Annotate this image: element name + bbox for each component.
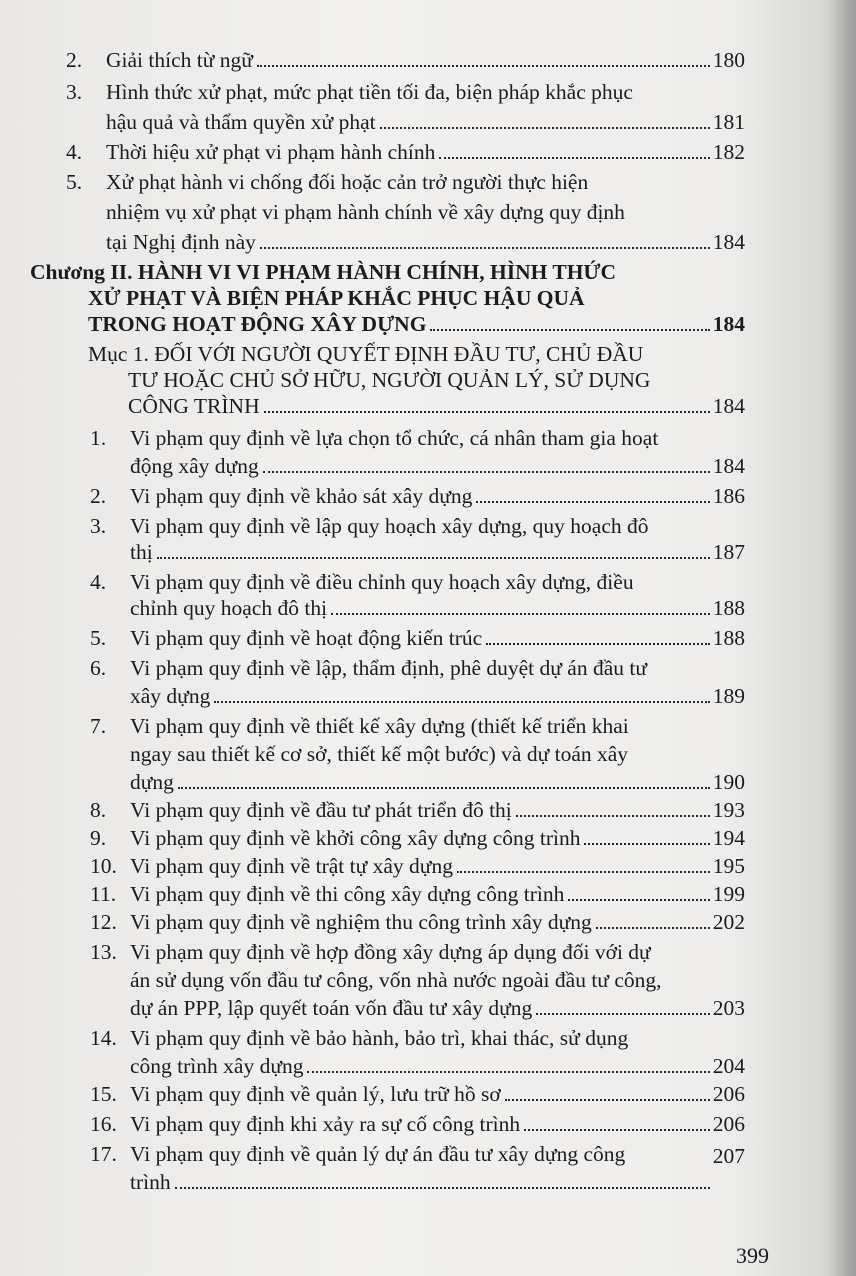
toc-entry-row[interactable]: [130, 682, 745, 710]
toc-page-number: 187: [712, 540, 745, 564]
toc-page-number: 188: [712, 626, 745, 650]
toc-entry-row[interactable]: [130, 908, 745, 936]
toc-text-line: Mục 1. ĐỐI VỚI NGƯỜI QUYẾT ĐỊNH ĐẦU TƯ, CHỦ ĐẦU: [88, 342, 644, 366]
toc-entry-number: 17.: [90, 1142, 117, 1166]
dot-leader: [505, 1099, 710, 1101]
toc-text-line: XỬ PHẠT VÀ BIỆN PHÁP KHẮC PHỤC HẬU QUẢ: [88, 286, 585, 310]
dot-leader: [439, 157, 709, 159]
toc-entry-row[interactable]: [130, 482, 745, 510]
toc-entry-title: động xây dựng: [130, 454, 259, 478]
toc-text-line: Chương II. HÀNH VI VI PHẠM HÀNH CHÍNH, HÌNH THỨC: [30, 260, 617, 284]
toc-text-line: TƯ HOẶC CHỦ SỞ HỮU, NGƯỜI QUẢN LÝ, SỬ DỤNG: [128, 368, 651, 392]
toc-entry-number: 8.: [90, 798, 107, 822]
toc-page-number: 184: [712, 312, 745, 336]
toc-entry-row[interactable]: [130, 594, 745, 622]
toc-entry-title: Vi phạm quy định khi xảy ra sự cố công trình: [130, 1112, 521, 1136]
toc-entry-row[interactable]: [106, 108, 745, 136]
dot-leader: [175, 1187, 710, 1189]
toc-entry-title: CÔNG TRÌNH: [128, 394, 260, 418]
toc-entry-title: Giải thích từ ngữ: [106, 48, 253, 72]
toc-entry-title: Vi phạm quy định về thi công xây dựng công trình: [130, 882, 565, 906]
toc-entry-title: thị: [130, 540, 153, 564]
toc-entry-title: dựng: [130, 770, 174, 794]
toc-text-line: nhiệm vụ xử phạt vi phạm hành chính về xây dựng quy định: [106, 200, 625, 224]
dot-leader: [516, 815, 710, 817]
toc-page-number: 184: [712, 394, 745, 418]
toc-entry-title: tại Nghị định này: [106, 230, 256, 254]
dot-leader: [264, 411, 710, 413]
dot-leader: [331, 613, 710, 615]
toc-entry-number: 3.: [66, 80, 83, 104]
toc-entry-number: 4.: [90, 570, 107, 594]
toc-entry-number: 1.: [90, 426, 107, 450]
toc-entry-title: chỉnh quy hoạch đô thị: [130, 596, 328, 620]
toc-entry-title: Vi phạm quy định về quản lý, lưu trữ hồ sơ: [130, 1082, 501, 1106]
toc-entry-row[interactable]: [88, 310, 745, 338]
toc-page-number: 181: [712, 110, 745, 134]
toc-entry-title: Thời hiệu xử phạt vi phạm hành chính: [106, 140, 436, 164]
dot-leader: [157, 557, 710, 559]
toc-text-line: Vi phạm quy định về bảo hành, bảo trì, khai thác, sử dụng: [130, 1026, 629, 1050]
toc-entry-row[interactable]: [130, 452, 745, 480]
toc-page-number: 190: [712, 770, 745, 794]
toc-entry-number: 6.: [90, 656, 107, 680]
toc-entry-number: 5.: [90, 626, 107, 650]
toc-page-number: 180: [712, 48, 745, 72]
toc-entry-title: công trình xây dựng: [130, 1054, 304, 1078]
toc-entry-number: 4.: [66, 140, 83, 164]
toc-entry-number: 15.: [90, 1082, 117, 1106]
dot-leader: [536, 1013, 710, 1015]
toc-entry-row[interactable]: [130, 880, 745, 908]
dot-leader: [476, 501, 709, 503]
toc-entry-row[interactable]: [130, 768, 745, 796]
toc-text-line: Xử phạt hành vi chống đối hoặc cản trở người thực hiện: [106, 170, 589, 194]
toc-entry-row[interactable]: [106, 138, 745, 166]
dot-leader: [486, 643, 710, 645]
toc-text-line: Vi phạm quy định về hợp đồng xây dựng áp dụng đối với dự: [130, 940, 651, 964]
toc-entry-title: Vi phạm quy định về đầu tư phát triển đô thị: [130, 798, 512, 822]
dot-leader: [307, 1071, 709, 1073]
toc-page-number: 189: [712, 684, 745, 708]
dot-leader: [568, 899, 709, 901]
toc-page-number: 184: [712, 230, 745, 254]
toc-text-line: Vi phạm quy định về thiết kế xây dựng (thiết kế triển khai: [130, 714, 629, 738]
toc-text-line: Vi phạm quy định về lập, thẩm định, phê duyệt dự án đầu tư: [130, 656, 648, 680]
dot-leader: [584, 843, 709, 845]
toc-page-number: 206: [712, 1112, 745, 1136]
dot-leader: [524, 1129, 710, 1131]
toc-entry-row[interactable]: [130, 1080, 745, 1108]
toc-entry-number: 7.: [90, 714, 107, 738]
dot-leader: [430, 329, 709, 331]
toc-entry-row[interactable]: [130, 624, 745, 652]
toc-page-number: 203: [712, 996, 745, 1020]
toc-entry-row[interactable]: [130, 852, 745, 880]
toc-text-line: Hình thức xử phạt, mức phạt tiền tối đa, biện pháp khắc phục: [106, 80, 633, 104]
dot-leader: [263, 471, 710, 473]
toc-entry-number: 10.: [90, 854, 117, 878]
toc-page-number: 199: [712, 882, 745, 906]
toc-entry-number: 13.: [90, 940, 117, 964]
toc-entry-row[interactable]: [130, 796, 745, 824]
dot-leader: [457, 871, 710, 873]
toc-text-line: án sử dụng vốn đầu tư công, vốn nhà nước ngoài đầu tư công,: [130, 968, 662, 992]
toc-text-line: Vi phạm quy định về điều chỉnh quy hoạch xây dựng, điều: [130, 570, 634, 594]
toc-page-number: 194: [712, 826, 745, 850]
toc-page-number: 204: [712, 1054, 745, 1078]
page-number: 399: [736, 1243, 769, 1268]
toc-page-number: 186: [712, 484, 745, 508]
toc-entry-number: 9.: [90, 826, 107, 850]
toc-entry-number: 11.: [90, 882, 117, 906]
toc-entry-row[interactable]: [128, 392, 745, 420]
toc-text-line: Vi phạm quy định về lập quy hoạch xây dựng, quy hoạch đô: [130, 514, 649, 538]
toc-page-number: 195: [712, 854, 745, 878]
toc-page-number: 182: [712, 140, 745, 164]
toc-entry-number: 5.: [66, 170, 83, 194]
toc-entry-row[interactable]: [130, 1110, 745, 1138]
toc-entry-row[interactable]: [106, 46, 745, 74]
toc-entry-number: 2.: [90, 484, 107, 508]
toc-text-line: Vi phạm quy định về quản lý dự án đầu tư xây dựng công: [130, 1142, 626, 1166]
toc-page-number: 184: [712, 454, 745, 478]
toc-entry-number: 3.: [90, 514, 107, 538]
toc-entry-number: 2.: [66, 48, 83, 72]
toc-entry-row[interactable]: [106, 228, 745, 256]
toc-entry-title: Vi phạm quy định về nghiệm thu công trình xây dựng: [130, 910, 592, 934]
dot-leader: [257, 65, 710, 67]
dot-leader: [596, 927, 710, 929]
toc-entry-title: dự án PPP, lập quyết toán vốn đầu tư xây dựng: [130, 996, 533, 1020]
toc-page-number: 202: [712, 910, 745, 934]
dot-leader: [178, 787, 710, 789]
toc-entry-row[interactable]: [130, 1052, 745, 1080]
toc-entry-number: 12.: [90, 910, 117, 934]
toc-page-number: 207: [712, 1144, 745, 1168]
toc-entry-title: Vi phạm quy định về trật tự xây dựng: [130, 854, 453, 878]
toc-entry-title: Vi phạm quy định về khảo sát xây dựng: [130, 484, 473, 508]
page-fold-shadow: [828, 0, 856, 1276]
toc-entry-title: xây dựng: [130, 684, 211, 708]
toc-entry-title: hậu quả và thẩm quyền xử phạt: [106, 110, 376, 134]
toc-page-number: 188: [712, 596, 745, 620]
toc-entry-title: TRONG HOẠT ĐỘNG XÂY DỰNG: [88, 312, 427, 336]
toc-entry-number: 14.: [90, 1026, 117, 1050]
toc-page-number: 193: [712, 798, 745, 822]
toc-entry-title: Vi phạm quy định về khởi công xây dựng công trình: [130, 826, 581, 850]
dot-leader: [260, 247, 710, 249]
dot-leader: [380, 127, 710, 129]
toc-entry-number: 16.: [90, 1112, 117, 1136]
toc-page-number: 206: [712, 1082, 745, 1106]
toc-entry-title: trình: [130, 1170, 171, 1194]
toc-entry-title: Vi phạm quy định về hoạt động kiến trúc: [130, 626, 483, 650]
toc-entry-row[interactable]: [130, 824, 745, 852]
toc-entry-row[interactable]: [130, 994, 745, 1022]
toc-text-line: Vi phạm quy định về lựa chọn tổ chức, cá nhân tham gia hoạt: [130, 426, 659, 450]
toc-entry-row[interactable]: [130, 538, 745, 566]
toc-text-line: ngay sau thiết kế cơ sở, thiết kế một bước) và dự toán xây: [130, 742, 629, 766]
dot-leader: [214, 701, 709, 703]
